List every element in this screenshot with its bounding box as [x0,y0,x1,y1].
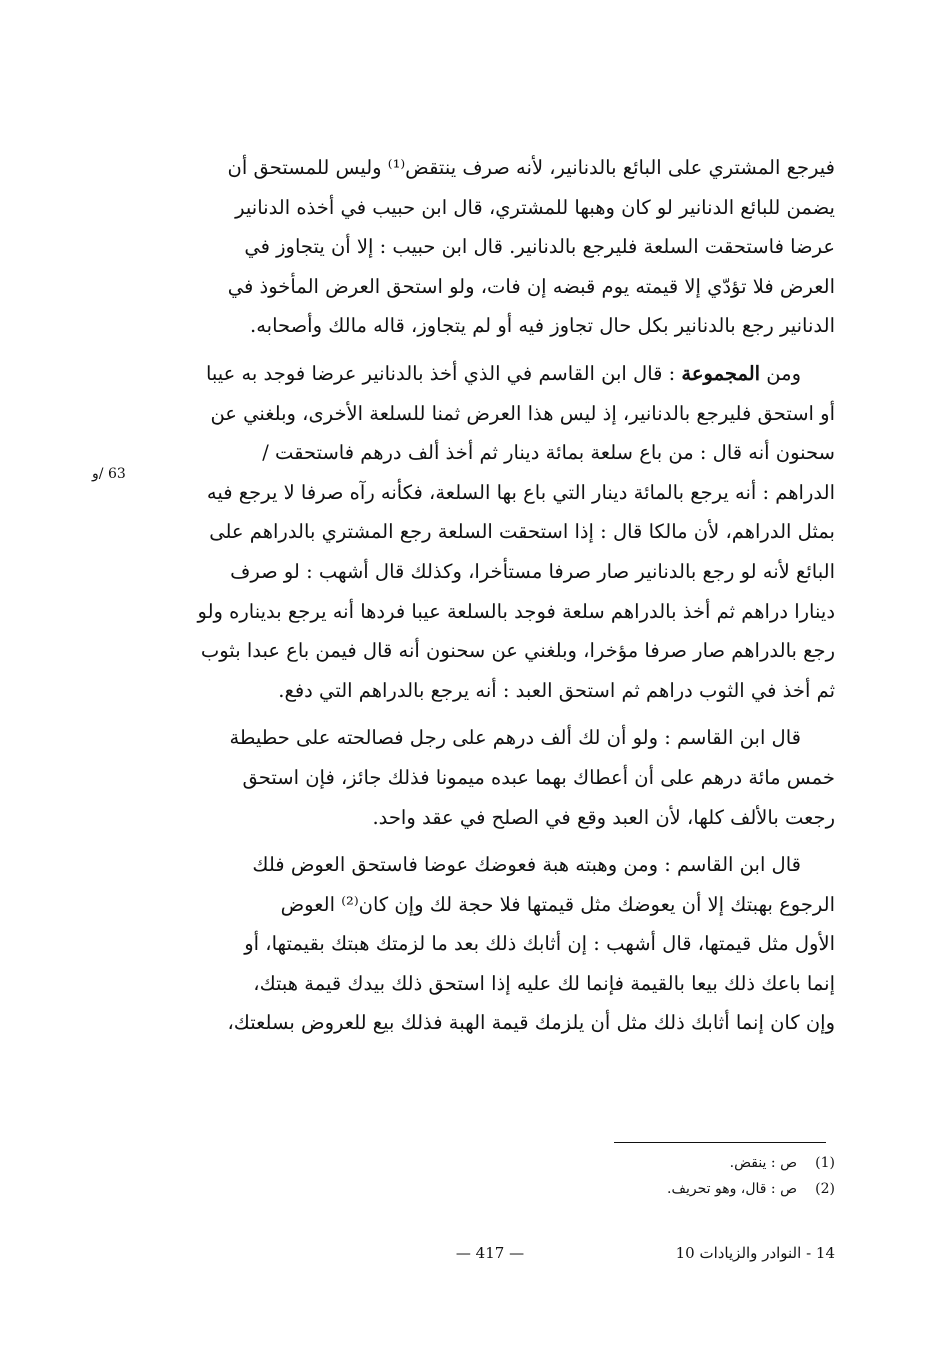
footnote-text: ص : قال، وهو تحريف. [667,1181,797,1197]
text-line: البائع لأنه لو رجع بالدنانير صار صرفا مستأخرا، وكذلك قال أشهب : لو صرف [230,559,835,583]
text-line: يضمن للبائع الدنانير لو كان وهبها للمشتري، قال ابن حبيب في أخذه الدنانير [235,195,835,219]
text-line: رجع بالدراهم صار صرفا مؤخرا، وبلغني عن سحنون أنه قال فيمن باع عبدا بثوب [200,639,835,663]
lead-plain: ومن [760,361,801,385]
text-line: الرجوع بهبتك إلا أن يعوضك مثل قيمتها فلا حجة لك وإن كان⁽²⁾ العوض [280,892,835,916]
main-text [160,148,835,1051]
text-line: خمس مائة درهم على أن أعطاك بهما عبده ميمونا فذلك جائز، فإن استحق [242,765,835,789]
printer-signature: 14 - النوادر والزيادات 10 [675,1244,835,1262]
paragraph-3 [160,718,835,837]
text-line: الدراهم : أنه يرجع بالمائة دينار التي باع بها السلعة، فكأنه رآه صرفا لا يرجع فيه [206,480,835,504]
manuscript-folio-note: 63 /و [92,466,126,482]
paragraph-4 [160,845,835,1043]
text-line-lead: قال ابن القاسم : ومن وهبته هبة فعوضك عوضا فاستحق العوض فلك [252,853,801,877]
text-line: دينارا دراهم ثم أخذ بالدراهم سلعة فوجد بالسلعة عيبا فردها أنه يرجع بديناره ولو [197,599,835,623]
text-line: إنما باعك ذلك بيعا بالقيمة فإنما لك عليه إذا استحق ذلك بيدك قيمة هبتك، [253,971,835,995]
footnotes [560,1150,835,1202]
footnote [560,1176,835,1202]
text-line: ثم أخذ في الثوب دراهم ثم استحق العبد : أنه يرجع بالدراهم التي دفع. [278,678,835,702]
paragraph-1 [160,148,835,346]
text-line-lead: قال ابن القاسم : ولو أن لك ألف درهم على رجل فصالحته على حطيطة [229,726,801,750]
text-line: رجعت بالألف كلها، لأن العبد وقع في الصلح في عقد واحد. [372,805,835,829]
text-line: عرضا فاستحقت السلعة فليرجع بالدنانير. قال ابن حبيب : إلا أن يتجاوز في [244,235,835,259]
text-line: أو استحق فليرجع بالدنانير، إذ ليس هذا العرض ثمنا للسلعة الأخرى، وبلغني عن [210,401,835,425]
paragraph-2 [160,354,835,710]
footnote-number: (1) [815,1155,835,1171]
footnote-text: ص : ينقض. [729,1155,797,1171]
footnote-number: (2) [815,1181,835,1197]
text-line: العرض فلا تؤدّي إلا قيمته يوم قبضه إن فات، ولو استحق العرض المأخوذ في [227,274,835,298]
text-line: الأول مثل قيمتها، قال أشهب : إن أثابك ذلك بعد ما لزمتك هبتك بقيمتها، أو [244,932,835,956]
lead-rest: : قال ابن القاسم في الذي أخذ بالدنانير عرضا فوجد به عيبا [205,361,682,385]
footnote-divider [614,1142,826,1143]
text-line: سحنون أنه قال : من باع سلعة بمائة دينار ثم أخذ ألف درهم فاستحقت / [262,441,835,465]
text-line: بمثل الدراهم، لأن مالكا قال : إذا استحقت السلعة رجع المشتري بالدراهم على [209,520,835,544]
footnote [560,1150,835,1176]
text-line: وإن كان إنما أثابك ذلك مثل أن يلزمك قيمة الهبة فذلك بيع للعروض بسلعتك، [227,1011,835,1035]
text-line: الدنانير رجع بالدنانير بكل حال تجاوز فيه أو لم يتجاوز، قاله مالك وأصحابه. [250,314,835,338]
text-line: فيرجع المشتري على البائع بالدنانير، لأنه صرف ينتقض⁽¹⁾ وليس للمستحق أن [227,156,835,179]
text-line-lead [160,354,835,394]
source-title-bold: المجموعة [681,361,761,385]
page-number: — 417 — [455,1244,525,1262]
